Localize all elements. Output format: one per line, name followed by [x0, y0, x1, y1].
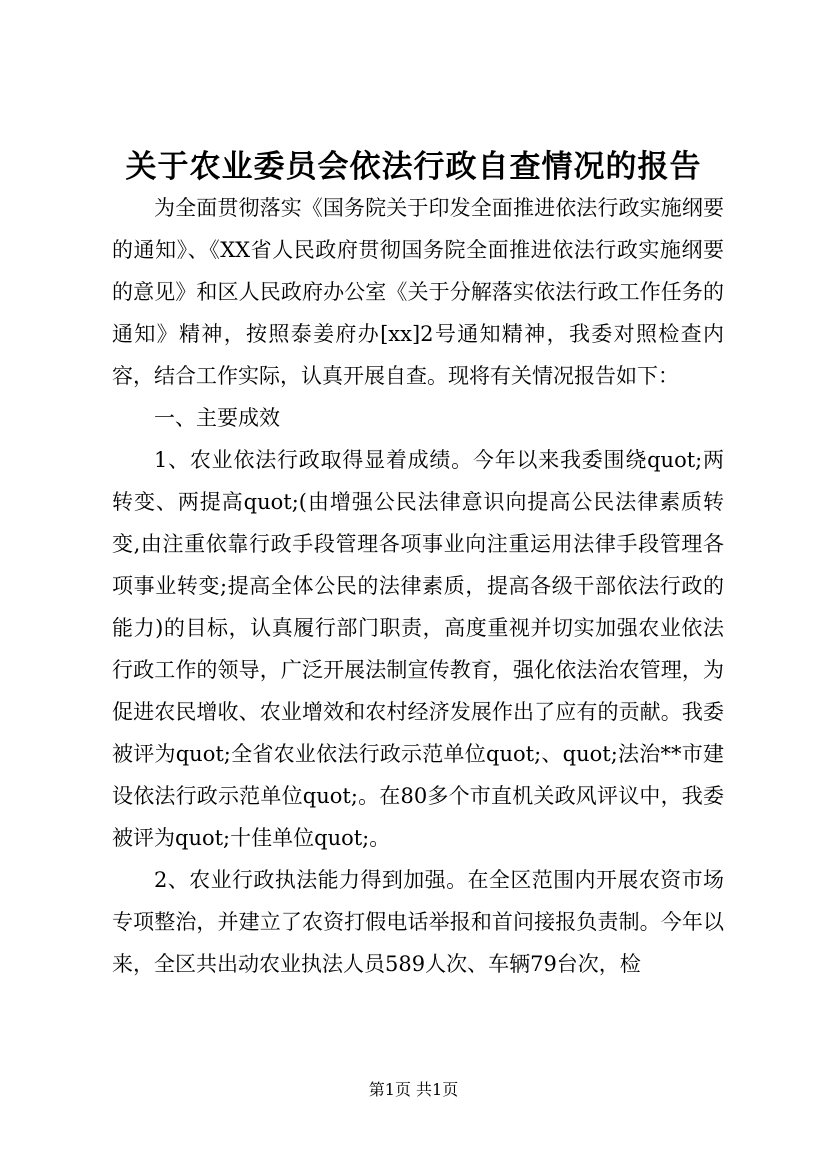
page-number-footer: 第1页 共1页: [368, 1080, 459, 1099]
section-heading-main-achievements: 一、主要成效: [154, 406, 280, 430]
paragraph-1: 1、农业依法行政取得显着成绩。今年以来我委围绕quot;两转变、两提高quot;(由增强公民法律意识向提高公民法律素质转变,由注重依靠行政手段管理各项事业向注重运用法律手段管理各项事业转变;提高全体公民的法律素质，提高各级干部依法行政的能力)的目标，认真履行部门职责，高度重视并切实加强农业依法行政工作的领导，广泛开展法制宣传教育，强化依法治农管理，为促进农民增收、农业增效和农村经济发展作出了应有的贡献。我委被评为quot;全省农业依法行政示范单位quot;、quot;法治**市建设依法行政示范单位quot;。在80多个市直机关政风评议中，我委被评为quot;十佳单位quot;。: [112, 448, 724, 850]
intro-paragraph: 为全面贯彻落实《国务院关于印发全面推进依法行政实施纲要的通知》、《XX省人民政府贯彻国务院全面推进依法行政实施纲要的意见》和区人民政府办公室《关于分解落实依法行政工作任务的通知》精神，按照泰姜府办[xx]2号通知精神，我委对照检查内容，结合工作实际，认真开展自查。现将有关情况报告如下：: [112, 196, 724, 388]
paragraph-2: 2、农业行政执法能力得到加强。在全区范围内开展农资市场专项整治，并建立了农资打假电话举报和首问接报负责制。今年以来，全区共出动农业执法人员589人次、车辆79台次，检: [112, 868, 724, 976]
document-body: [112, 187, 724, 985]
document-title: 关于农业委员会依法行政自查情况的报告: [125, 149, 702, 185]
